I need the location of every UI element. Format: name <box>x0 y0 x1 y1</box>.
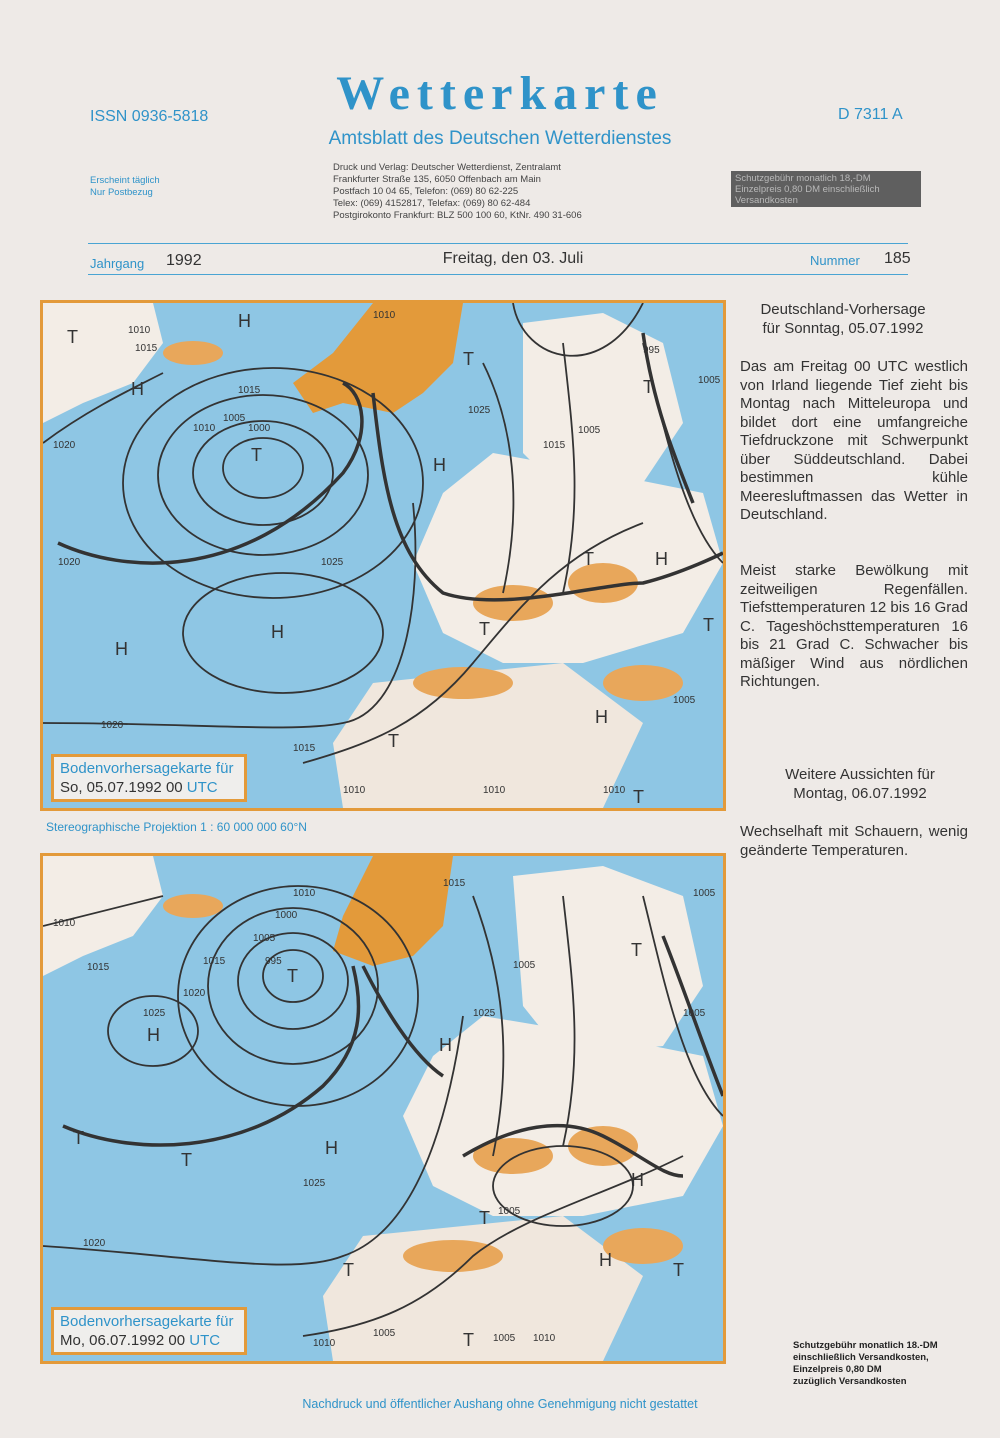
caption-date: Mo, 06.07.1992 <box>60 1332 165 1349</box>
svg-text:1005: 1005 <box>693 888 716 899</box>
svg-text:1010: 1010 <box>373 310 396 321</box>
svg-text:1005: 1005 <box>373 1328 396 1339</box>
svg-text:H: H <box>439 1035 452 1055</box>
map-caption-2: Bodenvorhersagekarte für Mo, 06.07.1992 00 UTC <box>51 1307 247 1355</box>
subtitle: Amtsblatt des Deutschen Wetterdienstes <box>328 128 672 149</box>
svg-text:1020: 1020 <box>58 557 81 568</box>
outlook-paragraph: Wechselhaft mit Schauern, wenig geänderte Temperaturen. <box>740 823 968 859</box>
svg-text:1015: 1015 <box>293 743 316 754</box>
page-title: Wetterkarte <box>336 67 664 120</box>
svg-text:1020: 1020 <box>101 720 124 731</box>
svg-text:T: T <box>251 445 262 465</box>
land-europe <box>413 453 723 663</box>
svg-text:1005: 1005 <box>223 413 246 424</box>
svg-text:1010: 1010 <box>193 423 216 434</box>
map-caption-1: Bodenvorhersagekarte für So, 05.07.1992 00 UTC <box>51 754 247 802</box>
svg-text:T: T <box>583 549 594 569</box>
caption-hour: 00 <box>168 1332 186 1349</box>
svg-text:1015: 1015 <box>87 962 110 973</box>
svg-text:1020: 1020 <box>53 440 76 451</box>
svg-text:1010: 1010 <box>483 785 506 796</box>
caption-utc: UTC <box>189 1332 221 1349</box>
svg-text:H: H <box>595 707 608 727</box>
svg-text:995: 995 <box>265 956 282 967</box>
svg-text:T: T <box>631 940 642 960</box>
svg-text:1000: 1000 <box>275 910 298 921</box>
svg-text:1015: 1015 <box>543 440 566 451</box>
svg-text:1005: 1005 <box>253 933 276 944</box>
svg-text:1005: 1005 <box>513 960 536 971</box>
issn: ISSN 0936-5818 <box>90 108 209 125</box>
svg-text:1005: 1005 <box>673 695 696 706</box>
svg-text:1005: 1005 <box>498 1206 521 1217</box>
svg-text:H: H <box>115 639 128 659</box>
land-scandinavia <box>333 856 453 966</box>
edition-code: D 7311 A <box>838 106 903 123</box>
svg-text:1010: 1010 <box>293 888 316 899</box>
svg-text:1025: 1025 <box>321 557 344 568</box>
svg-text:T: T <box>703 615 714 635</box>
svg-text:1025: 1025 <box>468 405 491 416</box>
forecast-title: Deutschland-Vorhersage für Sonntag, 05.07.1992 <box>760 301 926 337</box>
svg-text:1015: 1015 <box>443 878 466 889</box>
header-rule-bottom <box>88 274 908 275</box>
publisher-info: Druck und Verlag: Deutscher Wetterdienst, Zentralamt Frankfurter Straße 135, 6050 Offenbach am Main Postfach 10 04 65, Telefon: (069) 80 62-225 Telex: (069) 4152817, Telefax: (069) 80 62-484 Postgirokonto Frankfurt: BLZ 500 100 60, KtNr. 490 31-606 <box>333 162 582 221</box>
svg-text:T: T <box>463 349 474 369</box>
svg-text:1015: 1015 <box>203 956 226 967</box>
jahrgang-value: 1992 <box>166 252 202 269</box>
jahrgang-label: Jahrgang <box>90 256 145 271</box>
price-stamp: Schutzgebühr monatlich 18,-DM Einzelpreis 0,80 DM einschließlich Versandkosten <box>731 171 921 207</box>
svg-text:T: T <box>633 787 644 807</box>
svg-text:T: T <box>643 377 654 397</box>
svg-text:H: H <box>131 379 144 399</box>
caption-hour: 00 <box>165 779 183 796</box>
land-africa <box>323 1216 643 1361</box>
projection-note: Stereographische Projektion 1 : 60 000 000 60°N <box>46 820 307 834</box>
caption-date: So, 05.07.1992 <box>60 779 162 796</box>
svg-text:1020: 1020 <box>183 988 206 999</box>
svg-text:T: T <box>181 1150 192 1170</box>
svg-text:1005: 1005 <box>493 1333 516 1344</box>
caption-utc: UTC <box>186 779 218 796</box>
outlook-title: Weitere Aussichten für Montag, 06.07.1992 <box>785 766 935 802</box>
svg-text:T: T <box>67 327 78 347</box>
svg-text:1025: 1025 <box>143 1008 166 1019</box>
svg-text:H: H <box>147 1025 160 1045</box>
svg-text:1010: 1010 <box>128 325 151 336</box>
svg-text:H: H <box>631 1170 644 1190</box>
svg-text:H: H <box>433 455 446 475</box>
svg-text:H: H <box>271 622 284 642</box>
svg-text:1010: 1010 <box>343 785 366 796</box>
land-greenland <box>43 856 163 976</box>
svg-text:1010: 1010 <box>53 918 76 929</box>
fee-note: Schutzgebühr monatlich 18.-DM einschließlich Versandkosten, Einzelpreis 0,80 DM zuzüglich Versandkosten <box>793 1340 938 1387</box>
svg-text:H: H <box>238 311 251 331</box>
svg-text:1005: 1005 <box>578 425 601 436</box>
svg-text:T: T <box>463 1330 474 1350</box>
issue-date: Freitag, den 03. Juli <box>442 250 584 267</box>
svg-text:H: H <box>325 1138 338 1158</box>
svg-text:1010: 1010 <box>603 785 626 796</box>
footer-note: Nachdruck und öffentlicher Aushang ohne Genehmigung nicht gestattet <box>302 1397 698 1411</box>
svg-text:1010: 1010 <box>313 1338 336 1349</box>
svg-text:1005: 1005 <box>698 375 721 386</box>
weather-map-2 <box>43 856 723 1361</box>
forecast-paragraph-2: Meist starke Bewölkung mit zeitweiligen Regenfällen. Tiefsttemperaturen 12 bis 16 Grad C. Tageshöchsttemperaturen 16 bis 21 Grad C. Schwacher bis mäßiger Wind aus nördlichen Richtungen. <box>740 562 968 690</box>
forecast-paragraph-1: Das am Freitag 00 UTC westlich von Irland liegende Tief zieht bis Montag nach Mitteleuropa und bildet dort eine umfangreiche Tiefdruckzone mit Schwerpunkt über Süddeutschland. Dabei bestimmen kühle Meeresluftmassen das Wetter in Deutschland. <box>740 358 968 523</box>
nummer-label: Nummer <box>810 253 860 268</box>
svg-text:1005: 1005 <box>683 1008 706 1019</box>
weather-map-1 <box>43 303 723 808</box>
nummer-value: 185 <box>884 250 911 267</box>
svg-text:T: T <box>479 619 490 639</box>
svg-text:T: T <box>287 966 298 986</box>
svg-text:H: H <box>599 1250 612 1270</box>
forecast-map-monday <box>40 853 726 1364</box>
svg-text:1015: 1015 <box>238 385 261 396</box>
svg-text:1015: 1015 <box>135 343 158 354</box>
svg-text:T: T <box>388 731 399 751</box>
svg-text:1025: 1025 <box>303 1178 326 1189</box>
svg-text:1020: 1020 <box>83 1238 106 1249</box>
svg-text:T: T <box>479 1208 490 1228</box>
header-rule-top <box>88 243 908 244</box>
svg-text:T: T <box>343 1260 354 1280</box>
svg-text:1025: 1025 <box>473 1008 496 1019</box>
frequency-note: Erscheint täglich Nur Postbezug <box>90 175 160 198</box>
svg-text:1010: 1010 <box>533 1333 556 1344</box>
svg-text:T: T <box>673 1260 684 1280</box>
svg-text:H: H <box>655 549 668 569</box>
svg-text:995: 995 <box>643 345 660 356</box>
forecast-map-sunday <box>40 300 726 811</box>
svg-text:1000: 1000 <box>248 423 271 434</box>
svg-text:T: T <box>73 1128 84 1148</box>
